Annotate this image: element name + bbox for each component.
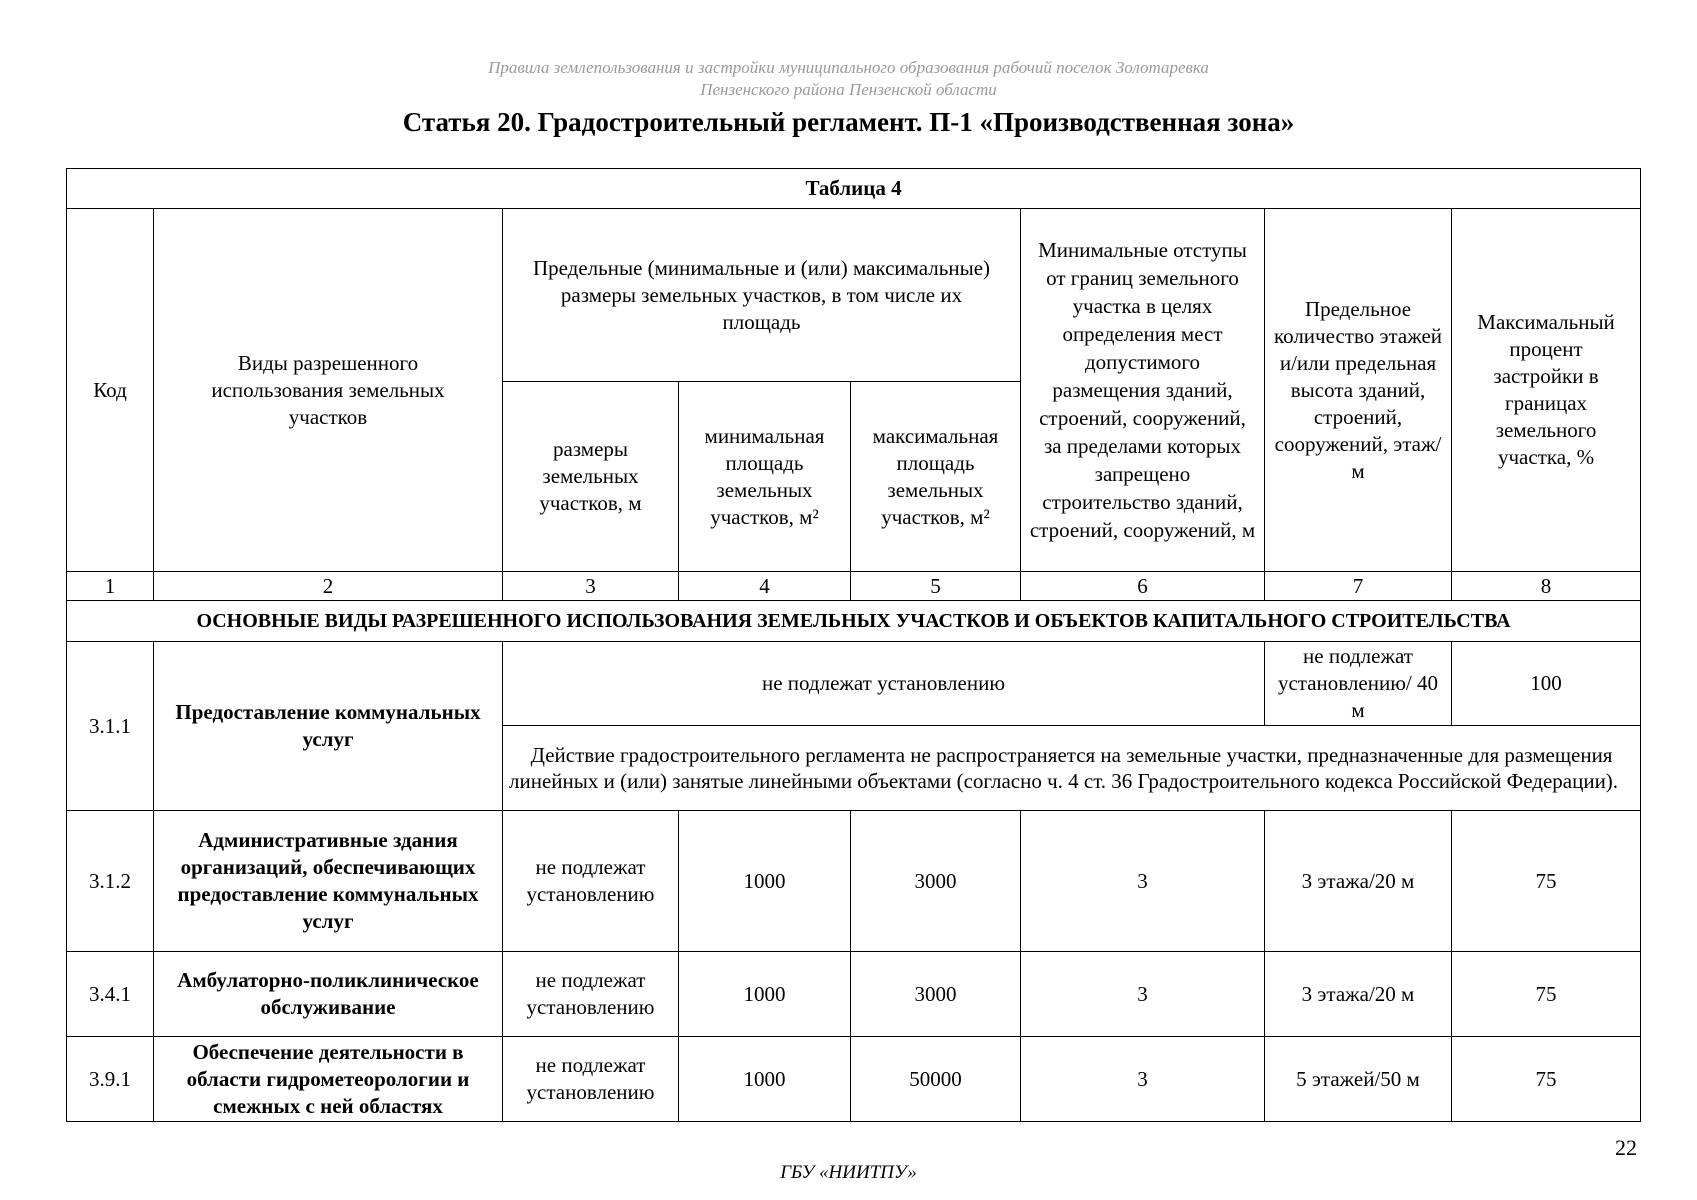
row-floors: 3 этажа/20 м <box>1265 952 1452 1037</box>
row-code: 3.1.2 <box>67 811 154 952</box>
row-plot-size: не подлежат установлению <box>503 811 679 952</box>
row-use-name: Амбулаторно-поликлиническое обслуживание <box>154 952 503 1037</box>
row-max-area: 3000 <box>851 952 1021 1037</box>
row-note: Действие градостроительного регламента не распространяется на земельные участки, предназначенные для размещения линейных и (или) занятые линейными объектами (согласно ч. 4 ст. 36 Градостроительного кодекса Российской Федерации). <box>503 726 1641 811</box>
header-coverage: Максимальный процент застройки в границах земельного участка, % <box>1452 209 1641 572</box>
row-plot-size: не подлежат установлению <box>503 952 679 1037</box>
article-title: Статья 20. Градостроительный регламент. П-1 «Производственная зона» <box>402 107 1295 137</box>
row-setback: 3 <box>1021 1037 1265 1122</box>
row-code: 3.1.1 <box>67 642 154 811</box>
column-number: 1 <box>67 572 154 601</box>
row-setback: 3 <box>1021 952 1265 1037</box>
running-header-line2: Пензенского района Пензенской области <box>700 80 997 99</box>
row-coverage: 100 <box>1452 642 1641 726</box>
row-code: 3.4.1 <box>67 952 154 1037</box>
row-max-area: 50000 <box>851 1037 1021 1122</box>
header-size-limits: Предельные (минимальные и (или) максимальные) размеры земельных участков, в том числе их площадь <box>503 209 1021 382</box>
row-coverage: 75 <box>1452 811 1641 952</box>
table-caption: Таблица 4 <box>67 169 1641 209</box>
page-number: 22 <box>1615 1135 1637 1160</box>
column-number: 5 <box>851 572 1021 601</box>
row-min-area: 1000 <box>679 1037 851 1122</box>
column-number: 7 <box>1265 572 1452 601</box>
row-merged-value: не подлежат установлению <box>503 642 1265 726</box>
row-coverage: 75 <box>1452 952 1641 1037</box>
table-row <box>67 811 1641 952</box>
table-row <box>67 1037 1641 1122</box>
row-floors: 3 этажа/20 м <box>1265 811 1452 952</box>
row-use-name: Предоставление коммунальных услуг <box>154 642 503 811</box>
row-max-area: 3000 <box>851 811 1021 952</box>
header-max-area: максимальная площадь земельных участков, м² <box>851 382 1021 572</box>
regulation-table <box>66 168 1641 1122</box>
header-setbacks: Минимальные отступы от границ земельного участка в целях определения мест допустимого размещения зданий, строений, сооружений, за пределами которых запрещено строительство зданий, строений, сооружений, м <box>1021 209 1265 572</box>
column-number: 6 <box>1021 572 1265 601</box>
table-row <box>67 952 1641 1037</box>
row-plot-size: не подлежат установлению <box>503 1037 679 1122</box>
page-footer: ГБУ «НИИТПУ» <box>780 1162 917 1183</box>
running-header-line1: Правила землепользования и застройки муниципального образования рабочий поселок Золотаревка <box>488 58 1209 77</box>
header-use-types: Виды разрешенного использования земельных участков <box>154 209 503 572</box>
row-use-name: Обеспечение деятельности в области гидрометеорологии и смежных с ней областях <box>154 1037 503 1122</box>
row-min-area: 1000 <box>679 811 851 952</box>
row-use-name: Административные здания организаций, обеспечивающих предоставление коммунальных услуг <box>154 811 503 952</box>
header-min-area: минимальная площадь земельных участков, м² <box>679 382 851 572</box>
column-number: 4 <box>679 572 851 601</box>
column-number: 3 <box>503 572 679 601</box>
header-code: Код <box>67 209 154 572</box>
row-code: 3.9.1 <box>67 1037 154 1122</box>
row-setback: 3 <box>1021 811 1265 952</box>
row-floors: не подлежат установлению/ 40 м <box>1265 642 1452 726</box>
row-floors: 5 этажей/50 м <box>1265 1037 1452 1122</box>
section-heading: ОСНОВНЫЕ ВИДЫ РАЗРЕШЕННОГО ИСПОЛЬЗОВАНИЯ ЗЕМЕЛЬНЫХ УЧАСТКОВ И ОБЪЕКТОВ КАПИТАЛЬНОГО СТРОИТЕЛЬСТВА <box>67 601 1641 642</box>
row-coverage: 75 <box>1452 1037 1641 1122</box>
column-number: 2 <box>154 572 503 601</box>
header-floors: Предельное количество этажей и/или предельная высота зданий, строений, сооружений, этаж/м <box>1265 209 1452 572</box>
row-min-area: 1000 <box>679 952 851 1037</box>
header-plot-sizes: размеры земельных участков, м <box>503 382 679 572</box>
column-number: 8 <box>1452 572 1641 601</box>
